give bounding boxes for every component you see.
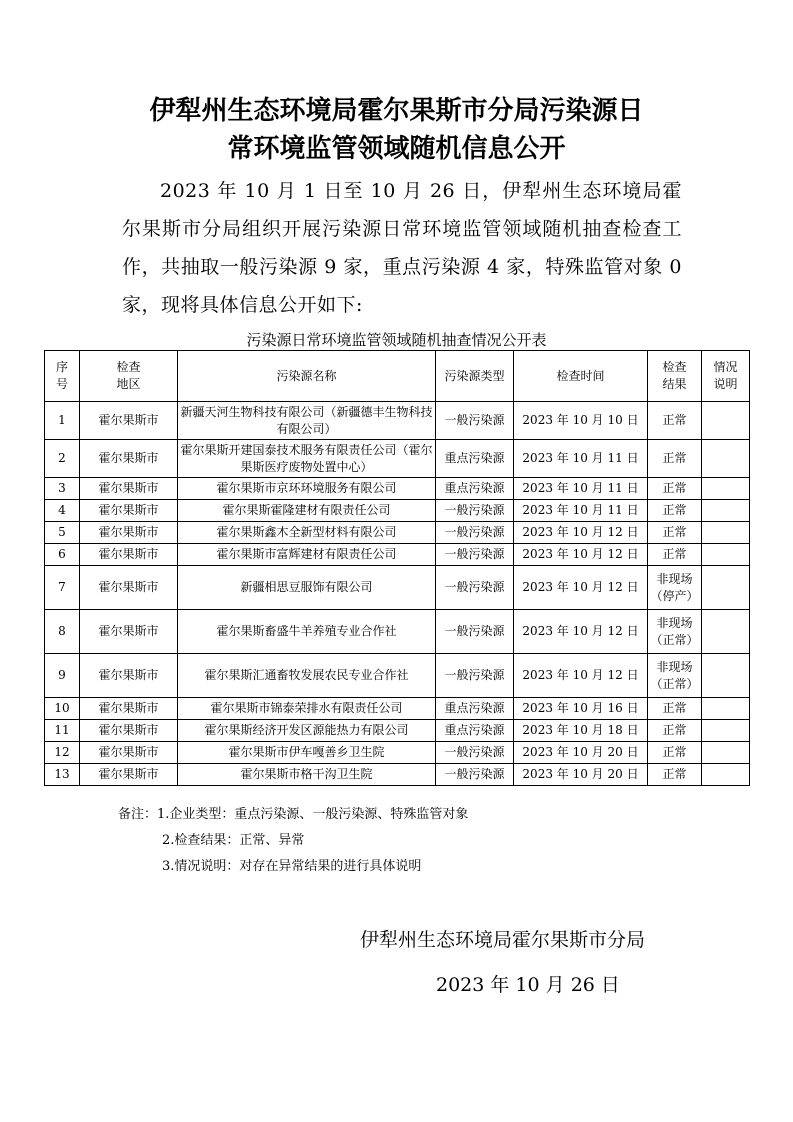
cell-seq: 2 [45, 440, 80, 478]
table-row [45, 478, 750, 500]
cell-area: 霍尔果斯市 [80, 402, 178, 440]
table-row [45, 522, 750, 544]
cell-name: 霍尔果斯经济开发区源能热力有限公司 [178, 720, 436, 742]
cell-type: 一般污染源 [436, 522, 514, 544]
cell-area: 霍尔果斯市 [80, 566, 178, 610]
cell-area: 霍尔果斯市 [80, 440, 178, 478]
cell-name: 霍尔果斯开建国泰技术服务有限责任公司（霍尔果斯医疗废物处置中心） [178, 440, 436, 478]
title-line-1: 伊犁州生态环境局霍尔果斯市分局污染源日 [149, 96, 644, 126]
cell-seq: 5 [45, 522, 80, 544]
inspection-table [44, 350, 750, 786]
table-caption: 污染源日常环境监管领域随机抽查情况公开表 [246, 331, 547, 349]
table-row [45, 720, 750, 742]
cell-type: 一般污染源 [436, 566, 514, 610]
cell-area: 霍尔果斯市 [80, 698, 178, 720]
cell-seq: 13 [45, 764, 80, 786]
cell-type: 一般污染源 [436, 610, 514, 654]
header-note: 情况 说明 [702, 351, 750, 402]
cell-name: 霍尔果斯霍隆建材有限责任公司 [178, 500, 436, 522]
document-title [0, 92, 793, 168]
table-header-row [45, 351, 750, 402]
cell-seq: 8 [45, 610, 80, 654]
cell-note [702, 402, 750, 440]
cell-type: 一般污染源 [436, 654, 514, 698]
note-1: 备注：1.企业类型：重点污染源、一般污染源、特殊监管对象 [118, 807, 469, 822]
cell-type: 一般污染源 [436, 500, 514, 522]
title-line-2: 常环境监管领域随机信息公开 [227, 134, 566, 164]
cell-time: 2023 年 10 月 11 日 [514, 440, 648, 478]
cell-note [702, 698, 750, 720]
cell-name: 霍尔果斯市京环环境服务有限公司 [178, 478, 436, 500]
cell-name: 新疆相思豆服饰有限公司 [178, 566, 436, 610]
header-type: 污染源类型 [436, 351, 514, 402]
cell-type: 重点污染源 [436, 720, 514, 742]
table-body [45, 402, 750, 786]
cell-result: 正常 [648, 720, 702, 742]
cell-type: 一般污染源 [436, 544, 514, 566]
cell-area: 霍尔果斯市 [80, 478, 178, 500]
cell-name: 霍尔果斯市锦泰荣排水有限责任公司 [178, 698, 436, 720]
cell-time: 2023 年 10 月 12 日 [514, 610, 648, 654]
cell-seq: 6 [45, 544, 80, 566]
cell-note [702, 544, 750, 566]
cell-seq: 4 [45, 500, 80, 522]
header-time: 检查时间 [514, 351, 648, 402]
cell-seq: 1 [45, 402, 80, 440]
cell-area: 霍尔果斯市 [80, 720, 178, 742]
notes [118, 802, 468, 880]
table-row [45, 610, 750, 654]
cell-note [702, 720, 750, 742]
cell-result: 正常 [648, 522, 702, 544]
cell-note [702, 500, 750, 522]
cell-area: 霍尔果斯市 [80, 610, 178, 654]
signature-date: 2023 年 10 月 26 日 [436, 974, 620, 996]
table-row [45, 742, 750, 764]
cell-name: 霍尔果斯市伊车嘎善乡卫生院 [178, 742, 436, 764]
note-3: 3.情况说明：对存在异常结果的进行具体说明 [162, 859, 422, 874]
cell-seq: 10 [45, 698, 80, 720]
cell-note [702, 566, 750, 610]
cell-note [702, 440, 750, 478]
cell-note [702, 610, 750, 654]
cell-time: 2023 年 10 月 12 日 [514, 566, 648, 610]
cell-name: 霍尔果斯鑫木全新型材料有限公司 [178, 522, 436, 544]
cell-result: 非现场（正常） [648, 654, 702, 698]
cell-note [702, 654, 750, 698]
cell-area: 霍尔果斯市 [80, 500, 178, 522]
cell-seq: 7 [45, 566, 80, 610]
cell-area: 霍尔果斯市 [80, 522, 178, 544]
table-row [45, 500, 750, 522]
cell-area: 霍尔果斯市 [80, 654, 178, 698]
cell-name: 霍尔果斯市富辉建材有限责任公司 [178, 544, 436, 566]
cell-seq: 11 [45, 720, 80, 742]
cell-time: 2023 年 10 月 20 日 [514, 742, 648, 764]
cell-name: 霍尔果斯市格干沟卫生院 [178, 764, 436, 786]
cell-result: 正常 [648, 478, 702, 500]
table-row [45, 764, 750, 786]
cell-result: 正常 [648, 742, 702, 764]
note-2: 2.检查结果：正常、异常 [162, 833, 305, 848]
table-row [45, 440, 750, 478]
cell-time: 2023 年 10 月 20 日 [514, 764, 648, 786]
table-row [45, 544, 750, 566]
cell-result: 非现场（停产） [648, 566, 702, 610]
signature-org: 伊犁州生态环境局霍尔果斯市分局 [360, 929, 646, 951]
cell-result: 正常 [648, 698, 702, 720]
header-name: 污染源名称 [178, 351, 436, 402]
cell-type: 重点污染源 [436, 440, 514, 478]
cell-name: 霍尔果斯畜盛牛羊养殖专业合作社 [178, 610, 436, 654]
intro-paragraph: 2023 年 10 月 1 日至 10 月 26 日，伊犁州生态环境局霍尔果斯市分局组织开展污染源日常环境监管领域随机抽查检查工作，共抽取一般污染源 9 家，重点污染源 4 家，特殊监管对象 0 家，现将具体信息公开如下: [122, 180, 682, 316]
cell-note [702, 478, 750, 500]
cell-time: 2023 年 10 月 11 日 [514, 478, 648, 500]
cell-result: 非现场（正常） [648, 610, 702, 654]
cell-area: 霍尔果斯市 [80, 764, 178, 786]
cell-time: 2023 年 10 月 10 日 [514, 402, 648, 440]
cell-time: 2023 年 10 月 16 日 [514, 698, 648, 720]
cell-note [702, 764, 750, 786]
cell-seq: 3 [45, 478, 80, 500]
header-result: 检查 结果 [648, 351, 702, 402]
cell-time: 2023 年 10 月 12 日 [514, 544, 648, 566]
cell-name: 新疆天河生物科技有限公司（新疆德丰生物科技有限公司） [178, 402, 436, 440]
cell-time: 2023 年 10 月 18 日 [514, 720, 648, 742]
cell-time: 2023 年 10 月 11 日 [514, 500, 648, 522]
cell-result: 正常 [648, 544, 702, 566]
cell-name: 霍尔果斯汇通畜牧发展农民专业合作社 [178, 654, 436, 698]
table-row [45, 566, 750, 610]
header-area: 检查 地区 [80, 351, 178, 402]
header-seq: 序 号 [45, 351, 80, 402]
cell-type: 一般污染源 [436, 402, 514, 440]
cell-result: 正常 [648, 440, 702, 478]
table-row [45, 402, 750, 440]
cell-type: 重点污染源 [436, 478, 514, 500]
table-row [45, 654, 750, 698]
cell-result: 正常 [648, 500, 702, 522]
cell-note [702, 522, 750, 544]
cell-time: 2023 年 10 月 12 日 [514, 654, 648, 698]
cell-seq: 12 [45, 742, 80, 764]
cell-area: 霍尔果斯市 [80, 742, 178, 764]
cell-note [702, 742, 750, 764]
cell-area: 霍尔果斯市 [80, 544, 178, 566]
cell-seq: 9 [45, 654, 80, 698]
cell-result: 正常 [648, 764, 702, 786]
cell-type: 一般污染源 [436, 742, 514, 764]
cell-result: 正常 [648, 402, 702, 440]
cell-type: 重点污染源 [436, 698, 514, 720]
cell-type: 一般污染源 [436, 764, 514, 786]
table-row [45, 698, 750, 720]
cell-time: 2023 年 10 月 12 日 [514, 522, 648, 544]
